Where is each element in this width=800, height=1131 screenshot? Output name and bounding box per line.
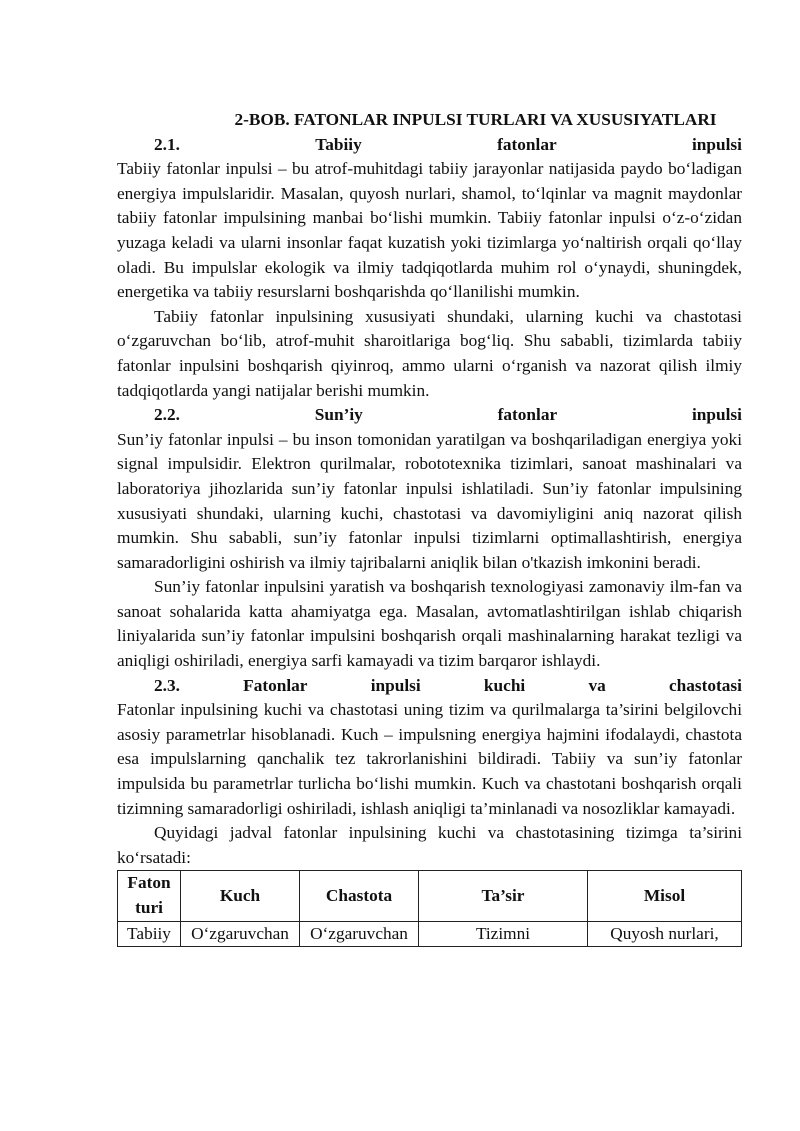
column-header: Kuch xyxy=(181,871,300,921)
heading-word: kuchi xyxy=(483,675,526,695)
column-header: Chastota xyxy=(300,871,419,921)
section-heading-2-3 xyxy=(117,674,742,699)
faton-table xyxy=(117,870,742,947)
paragraph: Quyidagi jadval fatonlar inpulsining kuchi va chastotasining tizimga ta’sirini ko‘rsatadi: xyxy=(117,823,742,867)
section-heading-2-1 xyxy=(117,133,742,158)
table-cell: O‘zgaruvchan xyxy=(181,921,300,947)
column-header: Ta’sir xyxy=(419,871,588,921)
table-cell: O‘zgaruvchan xyxy=(300,921,419,947)
heading-word: fatonlar xyxy=(497,134,557,154)
table-cell: Quyosh nurlari, xyxy=(588,921,742,947)
paragraph: Tabiiy fatonlar inpulsining xususiyati shundaki, ularning kuchi va chastotasi o‘zgaruvchan bo‘lib, atrof-muhit sharoitlariga bog‘liq. Shu sababli, tizimlarda tabiiy fatonlar inpulsini boshqarish qiyinroq, ammo ularni o‘rganish va nazorat qilish ilmiy tadqiqotlarda yangi natijalar berishi mumkin. xyxy=(117,306,742,400)
heading-word: Fatonlar xyxy=(243,675,308,695)
heading-word: inpulsi xyxy=(692,134,742,154)
heading-word: 2.3. xyxy=(154,675,180,695)
chapter-title: 2-BOB. FATONLAR INPULSI TURLARI VA XUSUSIYATLARI xyxy=(234,110,717,129)
table-cell: Tabiiy xyxy=(118,921,181,947)
heading-word: va xyxy=(588,675,606,695)
heading-word: 2.2. xyxy=(154,405,180,425)
paragraph: Fatonlar inpulsining kuchi va chastotasi uning tizim va qurilmalarga ta’sirini belgilovchi asosiy parametrlar hisoblanadi. Kuch – impulsning energiya hajmini ifodalaydi, chastota esa impulslarning qanchalik tez takrorlanishini bildiradi. Tabiiy va sun’iy fatonlar impulsida bu parametrlar turlicha bo‘lishi mumkin. Kuch va chastotani boshqarish orqali tizimning samaradorligi oshiriladi, ishlash aniqligi ta’minlanadi va nosozliklar kamayadi. xyxy=(117,700,742,818)
section-heading-2-2 xyxy=(117,403,742,428)
heading-word: inpulsi xyxy=(692,405,742,425)
column-header: Faton turi xyxy=(118,871,181,921)
table-header-row xyxy=(118,871,742,921)
heading-word: Tabiiy xyxy=(315,134,362,154)
table-cell: Tizimni xyxy=(419,921,588,947)
heading-word: chastotasi xyxy=(668,675,742,695)
paragraph: Sun’iy fatonlar inpulsi – bu inson tomonidan yaratilgan va boshqariladigan energiya yoki signal impulsidir. Elektron qurilmalar, robototexnika tizimlari, sanoat mashinalari va laboratoriya jihozlarida sun’iy fatonlar inpulsi ishlatiladi. Sun’iy fatonlar impulsining xususiyati shundaki, ularning kuchi, chastotasi va davomiyligini aniq nazorat qilish mumkin. Shu sababli, sun’iy fatonlar inpulsi tizimlarni optimallashtirish, energiya samaradorligini oshirish va ilmiy tajribalarni aniqlik bilan o'tkazish imkonini beradi. xyxy=(117,429,742,572)
paragraph: Sun’iy fatonlar inpulsini yaratish va boshqarish texnologiyasi zamonaviy ilm-fan va sanoat sohalarida katta ahamiyatga ega. Masalan, avtomatlashtirilgan ishlab chiqarish liniyalarida sun’iy fatonlar impulsini boshqarish orqali mashinalarning harakat tezligi va aniqligi oshiriladi, energiya sarfi kamayadi va tizim barqaror ishlaydi. xyxy=(117,577,742,671)
table-row xyxy=(118,921,742,947)
heading-word: 2.1. xyxy=(154,134,180,154)
heading-word: fatonlar xyxy=(497,405,558,425)
heading-word: Sun’iy xyxy=(314,405,363,425)
paragraph: Tabiiy fatonlar inpulsi – bu atrof-muhitdagi tabiiy jarayonlar natijasida paydo bo‘ladigan energiya impulslaridir. Masalan, quyosh nurlari, shamol, to‘lqinlar va magnit maydonlar tabiiy fatonlar impulsining manbai bo‘lishi mumkin. Tabiiy fatonlar inpulsi o‘z-o‘zidan yuzaga keladi va ularni insonlar faqat kuzatish yoki tizimlarga yo‘naltirish orqali qo‘llay oladi. Bu impulslar ekologik va ilmiy tadqiqotlarda muhim rol o‘ynaydi, shuningdek, energetika va tabiiy resurslarni boshqarishda qo‘llanilishi mumkin. xyxy=(117,159,742,302)
heading-word: inpulsi xyxy=(370,675,421,695)
column-header: Misol xyxy=(588,871,742,921)
